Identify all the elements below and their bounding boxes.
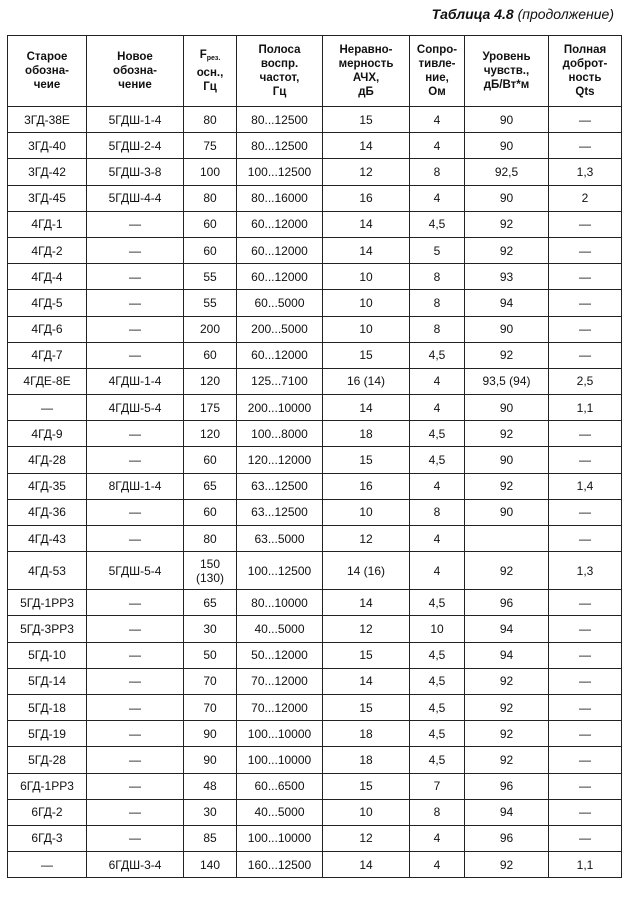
cell-impedance: 4 (410, 825, 465, 851)
cell-response-unevenness: 12 (323, 159, 410, 185)
cell-total-q: — (549, 668, 622, 694)
cell-response-unevenness: 16 (323, 473, 410, 499)
cell-total-q: — (549, 211, 622, 237)
cell-impedance: 4,5 (410, 694, 465, 720)
cell-impedance: 4 (410, 368, 465, 394)
cell-old-designation: 4ГД-28 (8, 447, 87, 473)
cell-resonance-freq: 200 (184, 316, 237, 342)
cell-old-designation: 4ГД-4 (8, 264, 87, 290)
cell-resonance-freq: 85 (184, 825, 237, 851)
cell-impedance: 4 (410, 552, 465, 590)
cell-resonance-freq: 80 (184, 526, 237, 552)
cell-response-unevenness: 14 (323, 133, 410, 159)
header-impedance: Сопро- тивле- ние, Ом (410, 36, 465, 107)
cell-resonance-freq: 60 (184, 211, 237, 237)
header-total-q: Полная доброт- ность Qts (549, 36, 622, 107)
cell-new-designation: 6ГДШ-3-4 (87, 852, 184, 878)
header-new-designation: Новое обозна- чение (87, 36, 184, 107)
cell-total-q: — (549, 107, 622, 133)
cell-freq-band: 200...10000 (237, 395, 323, 421)
cell-freq-band: 40...5000 (237, 799, 323, 825)
cell-resonance-freq: 65 (184, 590, 237, 616)
cell-old-designation: 4ГД-7 (8, 342, 87, 368)
cell-new-designation: — (87, 694, 184, 720)
table-row (8, 694, 622, 720)
cell-old-designation: 5ГД-14 (8, 668, 87, 694)
cell-response-unevenness: 10 (323, 290, 410, 316)
cell-impedance: 4 (410, 395, 465, 421)
table-row (8, 290, 622, 316)
cell-sensitivity: 90 (465, 185, 549, 211)
cell-resonance-freq: 150 (130) (184, 552, 237, 590)
table-row (8, 642, 622, 668)
cell-total-q: — (549, 133, 622, 159)
cell-impedance: 8 (410, 499, 465, 525)
cell-freq-band: 100...12500 (237, 552, 323, 590)
cell-resonance-freq: 175 (184, 395, 237, 421)
cell-sensitivity: 92 (465, 552, 549, 590)
cell-new-designation: — (87, 211, 184, 237)
cell-new-designation: — (87, 499, 184, 525)
table-row (8, 237, 622, 263)
cell-freq-band: 80...10000 (237, 590, 323, 616)
cell-resonance-freq: 100 (184, 159, 237, 185)
table-row (8, 747, 622, 773)
speaker-spec-table (7, 35, 622, 878)
cell-freq-band: 80...16000 (237, 185, 323, 211)
cell-resonance-freq: 60 (184, 342, 237, 368)
cell-sensitivity: 92 (465, 211, 549, 237)
table-row (8, 421, 622, 447)
cell-freq-band: 120...12000 (237, 447, 323, 473)
cell-impedance: 5 (410, 237, 465, 263)
cell-freq-band: 63...12500 (237, 499, 323, 525)
cell-total-q: — (549, 421, 622, 447)
cell-sensitivity: 90 (465, 316, 549, 342)
cell-impedance: 4 (410, 852, 465, 878)
cell-response-unevenness: 14 (323, 590, 410, 616)
cell-freq-band: 100...8000 (237, 421, 323, 447)
cell-response-unevenness: 14 (16) (323, 552, 410, 590)
cell-total-q: 1,1 (549, 395, 622, 421)
cell-new-designation: — (87, 773, 184, 799)
cell-new-designation: 5ГДШ-3-8 (87, 159, 184, 185)
cell-total-q: — (549, 237, 622, 263)
cell-old-designation: 5ГД-19 (8, 721, 87, 747)
cell-freq-band: 160...12500 (237, 852, 323, 878)
cell-resonance-freq: 30 (184, 616, 237, 642)
cell-new-designation: — (87, 668, 184, 694)
table-row (8, 852, 622, 878)
cell-old-designation: 4ГД-43 (8, 526, 87, 552)
cell-new-designation: — (87, 316, 184, 342)
cell-freq-band: 100...10000 (237, 825, 323, 851)
cell-response-unevenness: 15 (323, 342, 410, 368)
cell-sensitivity: 93,5 (94) (465, 368, 549, 394)
cell-impedance: 8 (410, 316, 465, 342)
cell-new-designation: 4ГДШ-1-4 (87, 368, 184, 394)
table-row (8, 133, 622, 159)
cell-old-designation: 4ГДЕ-8Е (8, 368, 87, 394)
cell-freq-band: 125...7100 (237, 368, 323, 394)
cell-total-q: — (549, 721, 622, 747)
table-row (8, 368, 622, 394)
cell-sensitivity: 92 (465, 852, 549, 878)
table-row (8, 825, 622, 851)
table-row (8, 590, 622, 616)
cell-old-designation: 6ГД-2 (8, 799, 87, 825)
cell-impedance: 4,5 (410, 642, 465, 668)
cell-old-designation: 4ГД-9 (8, 421, 87, 447)
cell-sensitivity: 94 (465, 290, 549, 316)
cell-impedance: 10 (410, 616, 465, 642)
header-response-unevenness: Неравно- мерность АЧХ, дБ (323, 36, 410, 107)
table-row (8, 473, 622, 499)
cell-new-designation: — (87, 447, 184, 473)
header-freq-band: Полоса воспр. частот, Гц (237, 36, 323, 107)
cell-sensitivity (465, 526, 549, 552)
cell-total-q: 1,4 (549, 473, 622, 499)
cell-total-q: 2 (549, 185, 622, 211)
cell-old-designation: 5ГД-3РР3 (8, 616, 87, 642)
table-row (8, 159, 622, 185)
header-resonance-freq: $F_{рез.}$ осн., Гц (184, 36, 237, 107)
cell-response-unevenness: 14 (323, 668, 410, 694)
table-row (8, 316, 622, 342)
caption-title: Таблица 4.8 (431, 6, 514, 22)
cell-old-designation: — (8, 852, 87, 878)
cell-resonance-freq: 50 (184, 642, 237, 668)
cell-resonance-freq: 70 (184, 694, 237, 720)
cell-freq-band: 60...12000 (237, 237, 323, 263)
cell-total-q: — (549, 342, 622, 368)
cell-new-designation: 8ГДШ-1-4 (87, 473, 184, 499)
cell-sensitivity: 96 (465, 825, 549, 851)
cell-sensitivity: 90 (465, 447, 549, 473)
cell-sensitivity: 94 (465, 799, 549, 825)
cell-old-designation: 4ГД-6 (8, 316, 87, 342)
cell-old-designation: 3ГД-40 (8, 133, 87, 159)
cell-old-designation: 4ГД-53 (8, 552, 87, 590)
cell-total-q: — (549, 499, 622, 525)
cell-old-designation: 5ГД-10 (8, 642, 87, 668)
cell-response-unevenness: 18 (323, 421, 410, 447)
cell-response-unevenness: 18 (323, 747, 410, 773)
cell-new-designation: — (87, 264, 184, 290)
cell-old-designation: 6ГД-3 (8, 825, 87, 851)
cell-freq-band: 63...5000 (237, 526, 323, 552)
cell-response-unevenness: 10 (323, 499, 410, 525)
cell-total-q: 1,1 (549, 852, 622, 878)
cell-new-designation: — (87, 721, 184, 747)
cell-response-unevenness: 15 (323, 447, 410, 473)
cell-response-unevenness: 10 (323, 799, 410, 825)
cell-sensitivity: 90 (465, 133, 549, 159)
cell-resonance-freq: 48 (184, 773, 237, 799)
cell-total-q: — (549, 694, 622, 720)
cell-old-designation: 4ГД-5 (8, 290, 87, 316)
cell-response-unevenness: 14 (323, 395, 410, 421)
cell-total-q: — (549, 590, 622, 616)
cell-resonance-freq: 30 (184, 799, 237, 825)
cell-sensitivity: 92 (465, 342, 549, 368)
cell-sensitivity: 92 (465, 747, 549, 773)
cell-impedance: 4,5 (410, 342, 465, 368)
cell-impedance: 4,5 (410, 721, 465, 747)
cell-freq-band: 60...5000 (237, 290, 323, 316)
cell-total-q: — (549, 642, 622, 668)
cell-new-designation: — (87, 290, 184, 316)
cell-resonance-freq: 60 (184, 499, 237, 525)
table-row (8, 552, 622, 590)
cell-impedance: 4 (410, 107, 465, 133)
cell-resonance-freq: 120 (184, 368, 237, 394)
cell-new-designation: — (87, 825, 184, 851)
cell-sensitivity: 90 (465, 499, 549, 525)
cell-new-designation: — (87, 342, 184, 368)
cell-old-designation: 3ГД-42 (8, 159, 87, 185)
cell-total-q: — (549, 825, 622, 851)
table-row (8, 211, 622, 237)
cell-resonance-freq: 65 (184, 473, 237, 499)
cell-total-q: — (549, 526, 622, 552)
table-row (8, 616, 622, 642)
table-row (8, 499, 622, 525)
table-row (8, 668, 622, 694)
cell-resonance-freq: 80 (184, 107, 237, 133)
cell-freq-band: 200...5000 (237, 316, 323, 342)
cell-freq-band: 100...12500 (237, 159, 323, 185)
cell-sensitivity: 90 (465, 107, 549, 133)
cell-total-q: — (549, 447, 622, 473)
cell-response-unevenness: 12 (323, 825, 410, 851)
cell-resonance-freq: 120 (184, 421, 237, 447)
cell-impedance: 4 (410, 473, 465, 499)
cell-old-designation: 4ГД-2 (8, 237, 87, 263)
cell-new-designation: — (87, 642, 184, 668)
cell-total-q: — (549, 616, 622, 642)
header-sensitivity: Уровень чувств., дБ/Вт*м (465, 36, 549, 107)
cell-response-unevenness: 16 (14) (323, 368, 410, 394)
cell-new-designation: — (87, 747, 184, 773)
cell-sensitivity: 92 (465, 668, 549, 694)
cell-resonance-freq: 75 (184, 133, 237, 159)
cell-new-designation: — (87, 799, 184, 825)
cell-resonance-freq: 70 (184, 668, 237, 694)
cell-total-q: — (549, 773, 622, 799)
cell-impedance: 4 (410, 133, 465, 159)
cell-response-unevenness: 10 (323, 264, 410, 290)
cell-new-designation: 5ГДШ-5-4 (87, 552, 184, 590)
table-row (8, 107, 622, 133)
cell-sensitivity: 90 (465, 395, 549, 421)
cell-sensitivity: 93 (465, 264, 549, 290)
table-caption (432, 6, 614, 22)
cell-sensitivity: 92,5 (465, 159, 549, 185)
cell-freq-band: 80...12500 (237, 133, 323, 159)
cell-resonance-freq: 60 (184, 237, 237, 263)
cell-sensitivity: 92 (465, 473, 549, 499)
cell-total-q: 2,5 (549, 368, 622, 394)
cell-response-unevenness: 14 (323, 237, 410, 263)
cell-sensitivity: 96 (465, 590, 549, 616)
cell-freq-band: 60...12000 (237, 264, 323, 290)
cell-old-designation: 3ГД-45 (8, 185, 87, 211)
cell-freq-band: 50...12000 (237, 642, 323, 668)
cell-response-unevenness: 14 (323, 852, 410, 878)
cell-response-unevenness: 15 (323, 642, 410, 668)
table-header-row (8, 36, 622, 107)
cell-freq-band: 60...12000 (237, 342, 323, 368)
cell-old-designation: 3ГД-38Е (8, 107, 87, 133)
cell-total-q: — (549, 747, 622, 773)
cell-freq-band: 80...12500 (237, 107, 323, 133)
cell-freq-band: 60...6500 (237, 773, 323, 799)
cell-total-q: — (549, 290, 622, 316)
table-row (8, 395, 622, 421)
caption-subtitle: (продолжение) (517, 6, 614, 22)
cell-resonance-freq: 90 (184, 747, 237, 773)
header-old-designation: Старое обозна- чеие (8, 36, 87, 107)
cell-response-unevenness: 10 (323, 316, 410, 342)
cell-old-designation: 6ГД-1РР3 (8, 773, 87, 799)
cell-new-designation: — (87, 237, 184, 263)
cell-resonance-freq: 140 (184, 852, 237, 878)
cell-response-unevenness: 14 (323, 211, 410, 237)
cell-resonance-freq: 90 (184, 721, 237, 747)
cell-total-q: — (549, 799, 622, 825)
cell-old-designation: 5ГД-1РР3 (8, 590, 87, 616)
cell-freq-band: 70...12000 (237, 668, 323, 694)
cell-freq-band: 60...12000 (237, 211, 323, 237)
cell-impedance: 4,5 (410, 668, 465, 694)
cell-old-designation: 5ГД-18 (8, 694, 87, 720)
cell-new-designation: 5ГДШ-4-4 (87, 185, 184, 211)
cell-resonance-freq: 55 (184, 264, 237, 290)
table-row (8, 799, 622, 825)
cell-impedance: 4,5 (410, 590, 465, 616)
table-row (8, 721, 622, 747)
cell-old-designation: 4ГД-35 (8, 473, 87, 499)
cell-impedance: 4 (410, 526, 465, 552)
cell-impedance: 8 (410, 264, 465, 290)
cell-total-q: 1,3 (549, 159, 622, 185)
cell-sensitivity: 92 (465, 721, 549, 747)
cell-response-unevenness: 15 (323, 773, 410, 799)
table-row (8, 526, 622, 552)
cell-old-designation: 5ГД-28 (8, 747, 87, 773)
table-row (8, 342, 622, 368)
cell-new-designation: — (87, 526, 184, 552)
table-row (8, 264, 622, 290)
cell-response-unevenness: 15 (323, 107, 410, 133)
cell-total-q: 1,3 (549, 552, 622, 590)
cell-resonance-freq: 60 (184, 447, 237, 473)
cell-impedance: 8 (410, 799, 465, 825)
cell-freq-band: 70...12000 (237, 694, 323, 720)
cell-impedance: 4 (410, 185, 465, 211)
cell-sensitivity: 94 (465, 642, 549, 668)
cell-old-designation: 4ГД-1 (8, 211, 87, 237)
cell-sensitivity: 94 (465, 616, 549, 642)
cell-old-designation: 4ГД-36 (8, 499, 87, 525)
table-row (8, 773, 622, 799)
cell-impedance: 4,5 (410, 747, 465, 773)
cell-impedance: 8 (410, 290, 465, 316)
cell-new-designation: — (87, 590, 184, 616)
cell-sensitivity: 96 (465, 773, 549, 799)
table-row (8, 447, 622, 473)
cell-impedance: 8 (410, 159, 465, 185)
cell-sensitivity: 92 (465, 237, 549, 263)
cell-total-q: — (549, 264, 622, 290)
cell-freq-band: 40...5000 (237, 616, 323, 642)
cell-new-designation: 5ГДШ-1-4 (87, 107, 184, 133)
cell-impedance: 7 (410, 773, 465, 799)
table-row (8, 185, 622, 211)
cell-sensitivity: 92 (465, 694, 549, 720)
table-body (8, 107, 622, 878)
cell-new-designation: — (87, 616, 184, 642)
cell-impedance: 4,5 (410, 421, 465, 447)
cell-new-designation: — (87, 421, 184, 447)
cell-resonance-freq: 55 (184, 290, 237, 316)
cell-response-unevenness: 12 (323, 616, 410, 642)
cell-response-unevenness: 16 (323, 185, 410, 211)
cell-freq-band: 100...10000 (237, 721, 323, 747)
cell-sensitivity: 92 (465, 421, 549, 447)
cell-impedance: 4,5 (410, 211, 465, 237)
cell-freq-band: 63...12500 (237, 473, 323, 499)
cell-total-q: — (549, 316, 622, 342)
cell-response-unevenness: 18 (323, 721, 410, 747)
cell-freq-band: 100...10000 (237, 747, 323, 773)
cell-impedance: 4,5 (410, 447, 465, 473)
cell-response-unevenness: 12 (323, 526, 410, 552)
cell-new-designation: 5ГДШ-2-4 (87, 133, 184, 159)
cell-resonance-freq: 80 (184, 185, 237, 211)
cell-new-designation: 4ГДШ-5-4 (87, 395, 184, 421)
cell-response-unevenness: 15 (323, 694, 410, 720)
cell-old-designation: — (8, 395, 87, 421)
